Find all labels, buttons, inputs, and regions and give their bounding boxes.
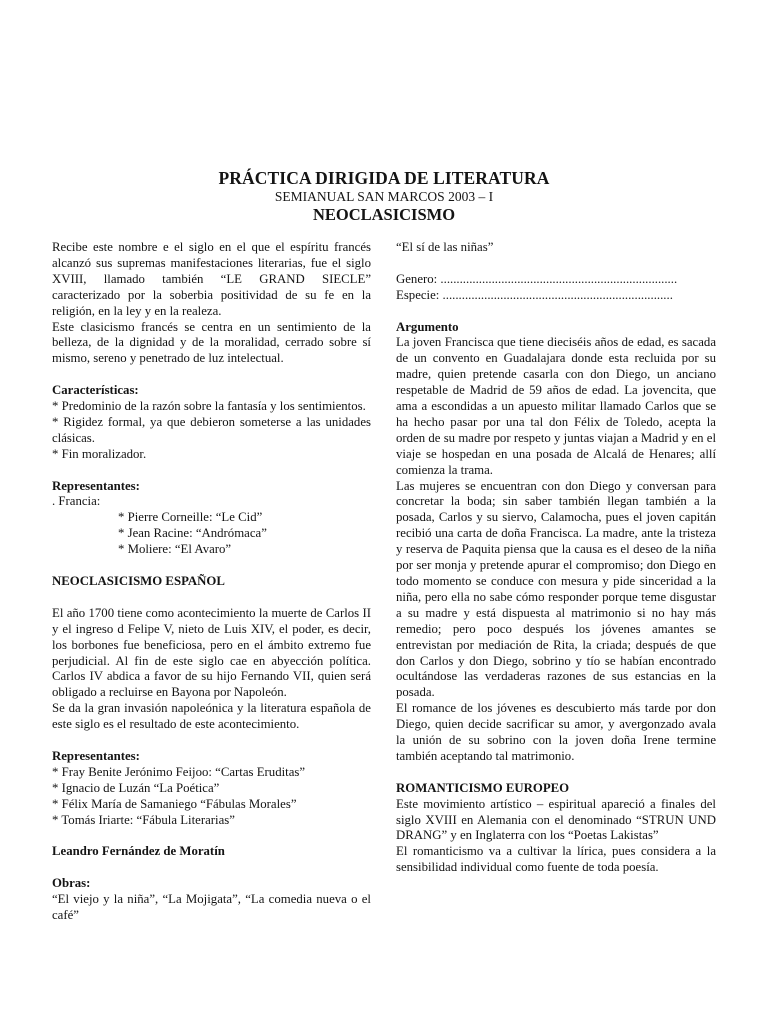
characteristics-heading: Características:	[52, 383, 139, 398]
right-column	[396, 240, 716, 876]
characteristic-item: * Rigidez formal, ya que debieron someterse a las unidades clásicas.	[52, 414, 371, 445]
work-title: “El sí de las niñas”	[396, 240, 494, 254]
spanish-author-item: * Tomás Iriarte: “Fábula Literarias”	[52, 812, 235, 827]
romanticism-paragraph-1: Este movimiento artístico – espiritual apareció a finales del siglo XVIII en Alemania con el denominado “STRUN UND DRANG” y en Inglaterra con los “Poetas Lakistas”	[396, 796, 716, 843]
spanish-paragraph-2: Se da la gran invasión napoleónica y la literatura española de este siglo es el resultado de este acontecimiento.	[52, 701, 371, 732]
document-topic: NEOCLASICISMO	[312, 205, 456, 224]
document-subtitle: SEMIANUAL SAN MARCOS 2003 – I	[274, 189, 494, 204]
representatives-heading: Representantes:	[52, 478, 140, 493]
document-title: PRÁCTICA DIRIGIDA DE LITERATURA	[218, 168, 550, 188]
spanish-author-item: * Ignacio de Luzán “La Poética”	[52, 780, 220, 795]
spanish-neoclassicism-heading: NEOCLASICISMO ESPAÑOL	[52, 573, 225, 588]
argument-paragraph-3: El romance de los jóvenes es descubierto más tarde por don Diego, quien decide sacrificar su amor, y avergonzado avala la unión de su sobrino con la joven doña Irene termine también aceptando tal matrimonio.	[396, 701, 716, 763]
genre-field: Genero: ..........................................................................	[396, 271, 678, 286]
argument-paragraph-1: La joven Francisca que tiene dieciséis años de edad, es sacada de un convento en Guadalajara donde esta recluida por su madre, quien pretende casarla con don Diego, un anciano respetable de Madrid de 59 años de edad. La jovencita, que ama a escondidas a un apuesto militar llamado Carlos que se ha hecho pasar por una tal don Félix de Toledo, acepta la orden de su madre por respeto y juntas viajan a Madrid y en el viaje se hospedan en una posada de Alcalá de Henares; allí comienza la trama.	[396, 335, 716, 477]
document-header	[0, 167, 768, 225]
works-heading: Obras:	[52, 876, 91, 891]
argument-paragraph-2: Las mujeres se encuentran con don Diego y conversan para concretar la boda; sin saber también llegan también a la posada, Carlos y su siervo, Calamocha, pues el joven capitán recibió una carta de doña Francisca. La madre, ante la tristeza y reserva de Paquita piensa que la causa es el deseo de la niña por ser monja y pretende apurar el compromiso; don Diego en todo momento se conduce con mesura y pide sinceridad a la niña, pero ella no sabe cómo responder porque teme disgustar a su madre y está dispuesta al matrimonio si no hay más remedio; pero poco después los jóvenes amantes se entrevistan por mediación de Rita, la criada; después de que don Carlos y don Diego, sobrino y tío se habían encontrado ocultándose las verdaderas razones de sus estancias en la posada.	[396, 478, 716, 700]
intro-paragraph-1: Recibe este nombre e el siglo en el que el espíritu francés alcanzó sus supremas manifestaciones literarias, fue el siglo XVIII, llamado también “LE GRAND SIECLE” caracterizado por la soberbia positividad de su fe en la religión, en la ley y en la realeza.	[52, 240, 371, 318]
spanish-representatives-heading: Representantes:	[52, 748, 140, 763]
intro-paragraph-2: Este clasicismo francés se centra en un sentimiento de la belleza, de la dignidad y de la moralidad, cerrado sobre sí mismo, sereno y penetrado de luz intelectual.	[52, 319, 371, 366]
argument-heading: Argumento	[396, 319, 459, 334]
france-label: . Francia:	[52, 494, 101, 509]
france-author-item: * Pierre Corneille: “Le Cid”	[118, 510, 263, 525]
species-field: Especie: ........................................................................	[396, 287, 673, 302]
spanish-author-item: * Félix María de Samaniego “Fábulas Morales”	[52, 796, 297, 811]
spanish-author-item: * Fray Benite Jerónimo Feijoo: “Cartas Eruditas”	[52, 764, 306, 779]
works-list: “El viejo y la niña”, “La Mojigata”, “La comedia nueva o el café”	[52, 892, 371, 922]
left-column	[52, 240, 371, 924]
spanish-paragraph-1: El año 1700 tiene como acontecimiento la muerte de Carlos II y el ingreso d Felipe V, nieto de Luis XIV, el poder, es decir, los borbones fue beneficiosa, pero en el ámbito extremo fue perjudicial. Al fin de este siglo cae en abyección política. Carlos IV abdica a favor de su hijo Fernando VII, quien será obligado a recluirse en Bayona por Napoleón.	[52, 605, 371, 700]
romanticism-paragraph-2: El romanticismo va a cultivar la lírica, pues considera a la sensibilidad individual como fuente de toda poesía.	[396, 844, 716, 875]
france-author-item: * Moliere: “El Avaro”	[118, 542, 232, 557]
moratin-heading: Leandro Fernández de Moratín	[52, 844, 225, 859]
romanticism-heading: ROMANTICISMO EUROPEO	[396, 780, 570, 795]
characteristic-item: * Predominio de la razón sobre la fantasía y los sentimientos.	[52, 399, 366, 414]
characteristic-item: * Fin moralizador.	[52, 446, 147, 461]
france-author-item: * Jean Racine: “Andrómaca”	[118, 526, 267, 541]
